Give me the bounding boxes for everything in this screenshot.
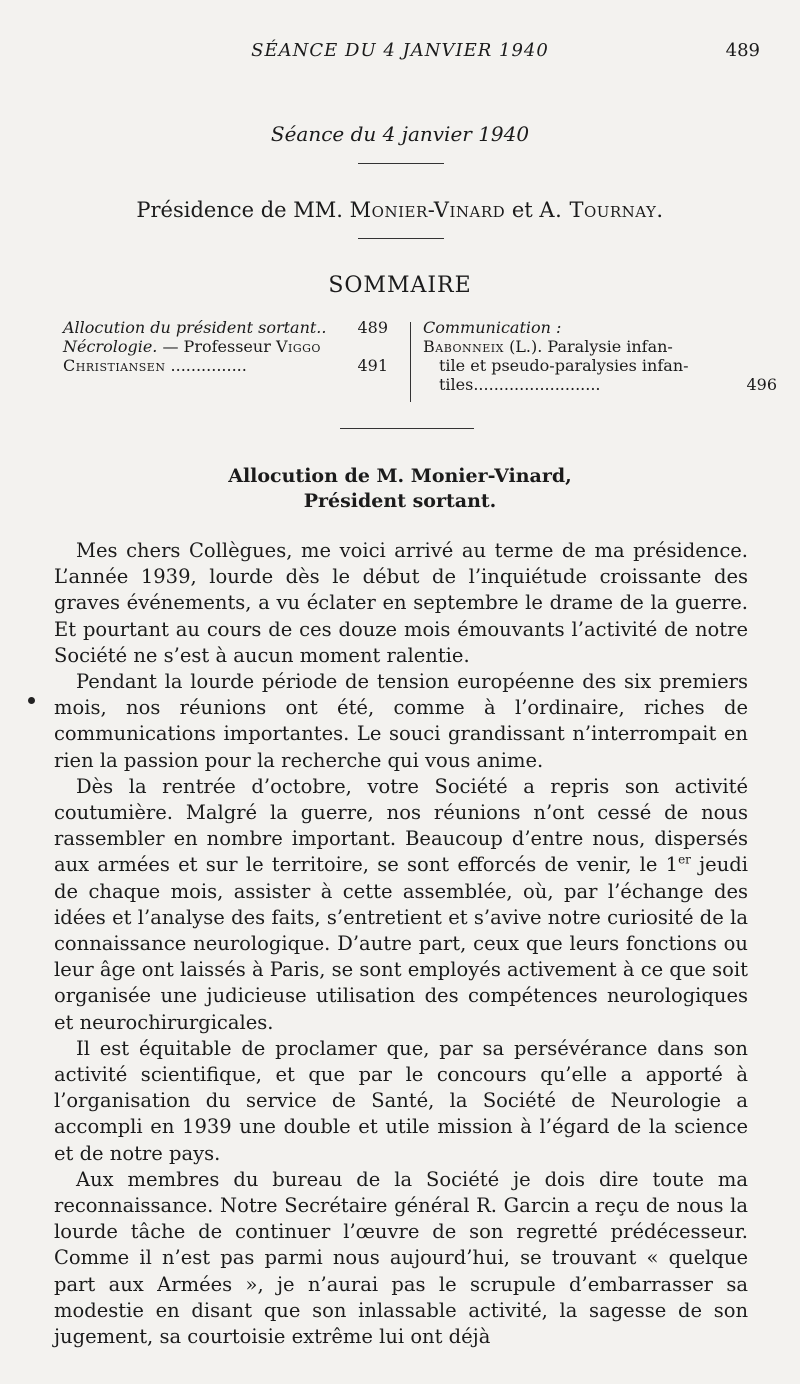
toc-entry-text: tiles......................... — [439, 375, 601, 394]
section-title — [0, 464, 800, 514]
paragraph-4: Il est équitable de proclamer que, par sa persévérance dans son activité scientifique, et que par le concours qu’elle a apporté à l’organisation du service de Santé, la Société de Neurologie a accompli en 1939 une double et utile mission à l’égard de la science et de notre pays. — [54, 1036, 748, 1165]
toc-entry-title: Allocution du président sortant.. — [63, 318, 327, 337]
toc-entry-title: (L.). Paralysie infan- — [509, 337, 673, 356]
session-title: Séance du 4 janvier 1940 — [270, 122, 530, 146]
section-title-line-2: Président sortant. — [303, 490, 497, 512]
toc-entry-name: Viggo — [275, 337, 321, 356]
divider-rule-1 — [358, 163, 444, 164]
toc-entry-page: 489 — [357, 318, 388, 337]
toc-entry-necrologie — [63, 337, 388, 356]
divider-rule-2 — [358, 238, 444, 239]
ordinal-superscript: er — [678, 852, 691, 867]
toc-entry-necrologie-cont — [63, 356, 388, 375]
section-title-line-1: Allocution de M. Monier-Vinard, — [228, 465, 572, 487]
summary-right-column — [423, 318, 777, 394]
summary-column-divider — [410, 322, 411, 402]
toc-entry-babonneix — [423, 337, 753, 356]
president-name-1: Monier-Vinard — [349, 198, 506, 222]
toc-entry-title: Nécrologie. — [63, 337, 158, 356]
toc-entry-allocution — [63, 318, 388, 337]
toc-leader: ............... — [165, 356, 247, 375]
paragraph-3-part-2: jeudi de chaque mois, assister à cette assemblée, où, par l’échange des idées et l’analyse des faits, s’entretient et s’avive notre curiosité de la connaissance neurologique. D’autre part, ceux que leurs fonctions ou leur âge ont laissés à Paris, se sont employés activement à ce que soit organisée une judicieuse utilisation des compétences neurologiques et neurochirurgicales. — [54, 853, 748, 1034]
body-text — [54, 538, 748, 1350]
presidency-prefix: Présidence de MM. — [136, 198, 343, 222]
paragraph-1: Mes chers Collègues, me voici arrivé au terme de ma présidence. L’année 1939, lourde dès le début de l’inquiétude croissante des graves événements, a vu éclater en septembre le drame de la guerre. Et pourtant au cours de ces douze mois émouvants l’activité de notre Société ne s’est à aucun moment ralentie. — [54, 539, 748, 667]
margin-bullet-mark — [28, 697, 35, 704]
presidency-line — [0, 198, 800, 222]
toc-communication-heading: Communication : — [423, 318, 562, 337]
summary-heading: SOMMAIRE — [328, 273, 472, 298]
summary-left-column — [63, 318, 388, 375]
paragraph-3 — [54, 774, 748, 1036]
toc-entry-page: 491 — [357, 356, 388, 375]
paragraph-5: Aux membres du bureau de la Société je dois dire toute ma reconnaissance. Notre Secrétaire général R. Garcin a reçu de nous la lourde tâche de continuer l’œuvre de son regretté prédécesseur. Comme il n’est pas parmi nous aujourd’hui, se trouvant « quelque part aux Armées », je n’aurai pas le scrupule d’embarrasser sa modestie en disant que son inlassable activité, la sagesse de son jugement, sa courtoisie extrême lui ont déjà — [54, 1167, 748, 1349]
toc-entry-line-last — [423, 375, 777, 394]
toc-entry-page: 496 — [746, 375, 777, 394]
toc-entry-author: Babonneix — [423, 337, 504, 356]
presidency-conjunction: et — [511, 198, 533, 222]
divider-rule-3 — [340, 428, 474, 429]
running-title: SÉANCE DU 4 JANVIER 1940 — [251, 40, 549, 61]
toc-entry-line: tile et pseudo-paralysies infan- — [439, 356, 689, 375]
paragraph-3-part-1: Dès la rentrée d’octobre, votre Société a repris son activité coutumière. Malgré la guerre, nos réunions n’ont cessé de nous rassembler en nombre important. Beaucoup d’entre nous, dispersés aux armées et sur le territoire, se sont efforcés de venir, le 1 — [54, 774, 748, 877]
paragraph-2: Pendant la lourde période de tension européenne des six premiers mois, nos réunions ont été, comme à l’ordinaire, riches de communications importantes. Le souci grandissant n’interrompait en rien la passion pour la recherche qui vous anime. — [54, 670, 748, 772]
running-header — [0, 40, 800, 66]
page-number: 489 — [725, 40, 760, 61]
toc-entry-subtitle: — Professeur — [162, 337, 271, 356]
president-name-2: A. Tournay. — [539, 198, 664, 222]
toc-entry-name-cont: Christiansen — [63, 356, 166, 375]
